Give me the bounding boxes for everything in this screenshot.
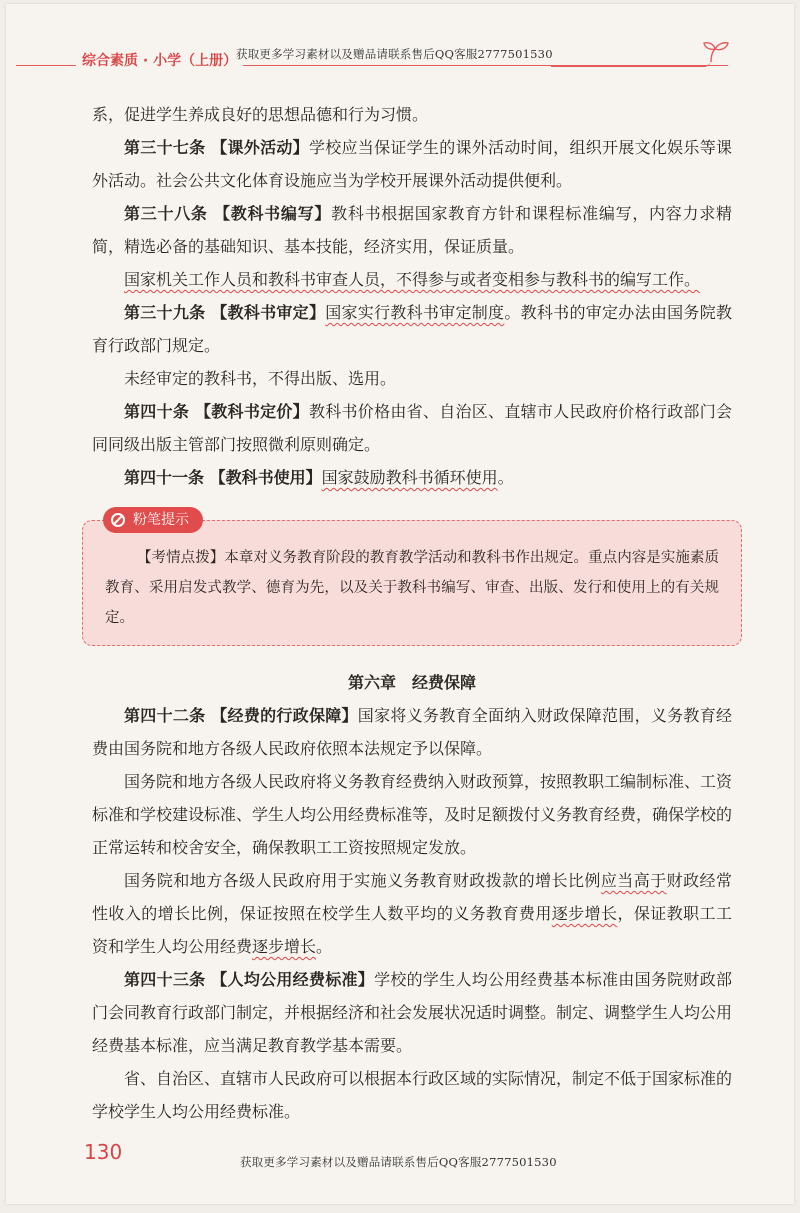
article-heading: 第三十七条 【课外活动】: [124, 138, 309, 157]
sprout-icon: [702, 38, 730, 64]
underlined-phrase: 国家实行教科书审定制度: [325, 303, 505, 322]
paragraph-text: 。: [316, 937, 333, 956]
article-heading: 第四十三条 【人均公用经费标准】: [124, 970, 375, 989]
paragraph-text: 教科书价格由省、自治区、直辖市人民政府价格行政部门会同同级出版主管部门按照微利原则确定。: [92, 402, 732, 454]
article-heading: 第四十一条 【教科书使用】: [124, 468, 322, 487]
paragraph: [92, 1062, 732, 1128]
article-heading: 第三十八条 【教科书编写】: [124, 204, 332, 223]
paragraph: [92, 765, 732, 864]
tip-tag: [103, 507, 203, 533]
paragraph-text: 系，促进学生养成良好的思想品德和行为习惯。: [92, 105, 429, 124]
header-rule-curve: [551, 60, 711, 67]
underlined-phrase: 国家鼓励教科书循环使用: [321, 468, 498, 487]
paragraph: [92, 864, 732, 963]
paragraph-text: 国务院和地方各级人民政府用于实施义务教育财政拨款的增长比例: [124, 871, 601, 890]
book-page: [6, 4, 794, 1204]
paragraph: [92, 963, 732, 1062]
underlined-phrase: 应当高于: [600, 871, 667, 890]
tip-text: 【考情点拨】本章对义务教育阶段的教育教学活动和教科书作出规定。重点内容是实施素质教育、采用启发式教学、德育为先，以及关于教科书编写、审查、出版、发行和使用上的有关规定。: [105, 550, 719, 626]
paragraph: [92, 362, 732, 395]
article-section-lower: [92, 699, 732, 1128]
paragraph-text: 未经审定的教科书，不得出版、选用。: [124, 369, 397, 388]
paragraph-text: 。教科书的审定办法由国务院教育行政部门规定。: [92, 303, 732, 355]
paragraph: [92, 461, 732, 494]
tip-box: [82, 512, 742, 646]
paragraph-text: 。: [497, 468, 514, 487]
article-heading: 第四十条 【教科书定价】: [124, 402, 309, 421]
article-heading: 第三十九条 【教科书审定】: [124, 303, 326, 322]
bottom-watermark: 获取更多学习素材以及赠品请联系售后QQ客服2777501530: [240, 1155, 557, 1169]
paragraph-text: 学校的学生人均公用经费基本标准由国务院财政部门会同教育行政部门制定，并根据经济和社会发展状况适时调整。制定、调整学生人均公用经费基本标准，应当满足教育教学基本需要。: [92, 970, 733, 1055]
page-number: 130: [84, 1140, 123, 1164]
chapter-title: 第六章 经费保障: [347, 673, 476, 692]
paragraph-text: ，保证教职工工资和学生人均公用经费: [92, 904, 732, 956]
paragraph: [92, 296, 732, 362]
paragraph-text: 国务院和地方各级人民政府将义务教育经费纳入财政预算，按照教职工编制标准、工资标准和学校建设标准、学生人均公用经费标准等，及时足额拨付义务教育经费，确保学校的正常运转和校舍安全，确保教职工工资按照规定发放。: [92, 772, 733, 857]
paragraph: [92, 197, 732, 263]
underlined-phrase: 逐步增长: [551, 904, 618, 923]
tip-no-sign-icon: [111, 513, 125, 527]
paragraph-text: 教科书根据国家教育方针和课程标准编写，内容力求精简，精选必备的基础知识、基本技能，经济实用，保证质量。: [92, 204, 732, 256]
tip-tag-label: 粉笔提示: [133, 512, 189, 528]
paragraph: [92, 98, 732, 131]
paragraph-text: 国家将义务教育全面纳入财政保障范围，义务教育经费由国务院和地方各级人民政府依照本法规定予以保障。: [92, 706, 732, 758]
underlined-phrase: 国家机关工作人员和教科书审查人员，不得参与或者变相参与教科书的编写工作。: [124, 270, 701, 289]
running-header-title: 综合素质 · 小学（上册）: [76, 50, 243, 70]
paragraph-text: 学校应当保证学生的课外活动时间，组织开展文化娱乐等课外活动。社会公共文化体育设施应当为学校开展课外活动提供便利。: [92, 138, 732, 190]
paragraph: [92, 263, 732, 296]
paragraph-text: 省、自治区、直辖市人民政府可以根据本行政区域的实际情况，制定不低于国家标准的学校学生人均公用经费标准。: [92, 1069, 733, 1121]
paragraph: [92, 131, 732, 197]
paragraph: [92, 395, 732, 461]
top-watermark: 获取更多学习素材以及赠品请联系售后QQ客服2777501530: [236, 47, 553, 61]
page-body: [92, 98, 732, 1128]
article-heading: 第四十二条 【经费的行政保障】: [124, 706, 358, 725]
paragraph: [92, 699, 732, 765]
paragraph-text: 财政经常性收入的增长比例，保证按照在校学生人数平均的义务教育费用: [92, 871, 732, 923]
article-section-upper: [92, 98, 732, 494]
underlined-phrase: 逐步增长: [252, 937, 317, 956]
